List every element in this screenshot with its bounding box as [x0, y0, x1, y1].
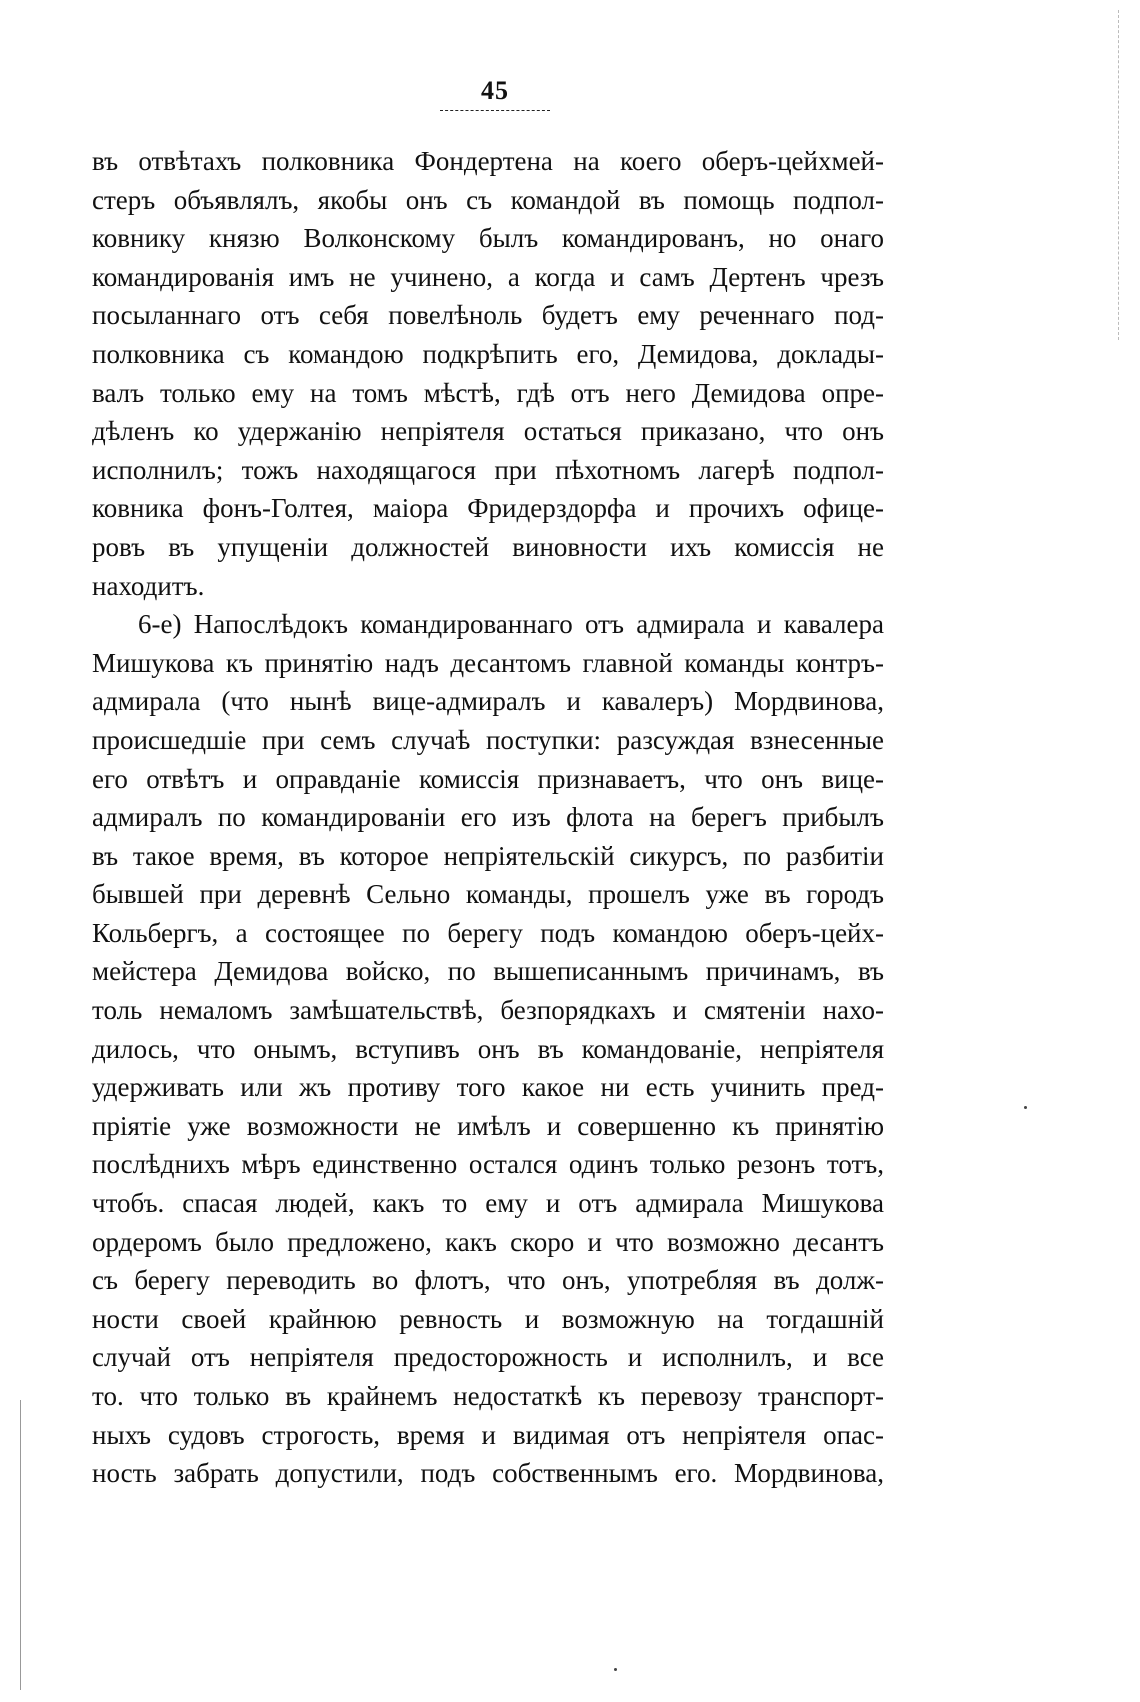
text-line: дѣленъ ко удержанію непріятеля остаться приказано, что онъ: [92, 416, 884, 447]
text-line: послѣднихъ мѣръ единственно остался одинъ только резонъ тотъ,: [92, 1149, 884, 1180]
text-line: ровъ въ упущеніи должностей виновности ихъ комиссія не: [92, 531, 884, 562]
text-line: толь немаломъ замѣшательствѣ, безпорядкахъ и смятеніи нахо-: [92, 995, 884, 1026]
page-number: 45: [481, 76, 509, 105]
text-line: чтобъ. спасая людей, какъ то ему и отъ адмирала Мишукова: [92, 1188, 884, 1219]
text-line: находитъ.: [92, 570, 205, 601]
text-line: удерживать или жъ противу того какое ни есть учинить пред-: [92, 1072, 884, 1103]
text-line: ности своей крайнюю ревность и возможную на тогдашній: [92, 1303, 884, 1334]
text-line: ность забрать допустили, подъ собственнымъ его. Мордвинова,: [92, 1458, 884, 1489]
page-number-rule: [440, 110, 550, 111]
text-line: Мишукова къ принятію надъ десантомъ главной команды контръ-: [92, 647, 884, 678]
scan-speck: [614, 1668, 617, 1671]
text-line: Кольбергъ, а состоящее по берегу подъ командою оберъ-цейх-: [92, 917, 884, 948]
left-gutter-edge: [20, 1400, 21, 1690]
text-line: мейстера Демидова войско, по вышеписаннымъ причинамъ, въ: [92, 956, 884, 987]
right-gutter-edge: [1118, 10, 1119, 340]
text-line: стеръ объявлялъ, якобы онъ съ командой въ помощь подпол-: [92, 184, 884, 215]
text-line: случай отъ непріятеля предосторожность и исполнилъ, и все: [92, 1342, 884, 1373]
text-line: происшедшіе при семъ случаѣ поступки: разсуждая взнесенные: [92, 724, 884, 755]
text-line: валъ только ему на томъ мѣстѣ, гдѣ отъ него Демидова опре-: [92, 377, 884, 408]
text-line: командированія имъ не учинено, а когда и самъ Дертенъ чрезъ: [92, 261, 884, 292]
text-line: ковнику князю Волконскому былъ командированъ, но онаго: [92, 223, 884, 254]
text-line: ковника фонъ-Голтея, маіора Фридерздорфа и прочихъ офице-: [92, 493, 884, 524]
text-line: исполнилъ; тожъ находящагося при пѣхотномъ лагерѣ подпол-: [92, 454, 884, 485]
text-line: то. что только въ крайнемъ недостаткѣ къ перевозу транспорт-: [92, 1381, 884, 1411]
body-text: [92, 142, 884, 1493]
text-line: ныхъ судовъ строгость, время и видимая отъ непріятеля опас-: [92, 1419, 884, 1450]
text-line: адмиралъ по командированіи его изъ флота на берегъ прибылъ: [92, 802, 884, 833]
text-line: адмирала (что нынѣ вице-адмиралъ и кавалеръ) Мордвинова,: [92, 686, 884, 717]
text-line: съ берегу переводить во флотъ, что онъ, употребляя въ долж-: [92, 1265, 884, 1296]
text-line: въ отвѣтахъ полковника Фондертена на коего оберъ-цейхмей-: [92, 146, 884, 176]
text-line: посыланнаго отъ себя повелѣноль будетъ ему реченнаго под-: [92, 300, 884, 331]
text-line: пріятіе уже возможности не имѣлъ и совершенно къ принятію: [92, 1110, 884, 1141]
text-line: ордеромъ было предложено, какъ скоро и что возможно десантъ: [92, 1226, 884, 1257]
text-line: въ такое время, въ которое непріятельскій сикурсъ, по разбитіи: [92, 840, 884, 871]
text-line: полковника съ командою подкрѣпить его, Демидова, доклады-: [92, 338, 884, 369]
text-line: дилось, что онымъ, вступивъ онъ въ командованіе, непріятеля: [92, 1033, 884, 1064]
text-line: его отвѣтъ и оправданіе комиссія признаваетъ, что онъ вице-: [92, 763, 884, 794]
scan-speck: [1024, 1106, 1027, 1109]
text-line: бывшей при деревнѣ Сельно команды, прошелъ уже въ городъ: [92, 879, 884, 910]
text-line: 6-е) Напослѣдокъ командированнаго отъ адмирала и кавалера: [138, 609, 884, 640]
